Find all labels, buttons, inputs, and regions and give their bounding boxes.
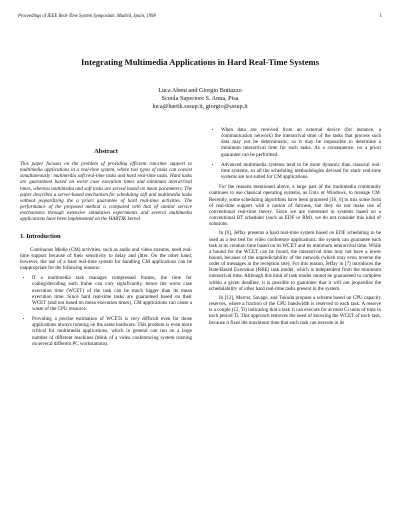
body-paragraph: For the reasons mentioned above, a large part of the multimedia community continues to use classical operating systems, as Unix or Windows, to manage CM. Recently, some scheduling algorithms have been proposed [16, 6] to mix some form of real-time support with a notion of fairness, but they do not make use of conventional real-time theory. Since we are interested in systems based on a conventional RT scheduler (such as EDF or RM), we do not consider this kind of solutions. (209, 184, 381, 228)
bullet-item: • Advanced multimedia systems tend to be more dynamic than classical real-time systems, so all the scheduling methodologies devised for static real-time systems are not suited for CM applications. (221, 162, 381, 180)
author-block (0, 87, 400, 111)
author-email: luca@hartik.sssup.it, giorgio@sssup.it (152, 103, 248, 110)
bullet-list (209, 127, 381, 180)
body-paragraph: In [12], Mercer, Savage, and Tokuda propose a scheme based on CPU capacity reserves, where a fraction of the CPU bandwidth is reserved to each task. A reserve is a couple (Ci, Ti) indicating that a task τi can execute for at most Ci units of time in each period Ti. This approach removes the need of knowing the WCET of each task, because it fixes the maximum time that each task can execute in its (209, 294, 381, 326)
paper-title: Integrating Multimedia Applications in Hard Real-Time Systems (80, 57, 320, 67)
author-affiliation: Scuola Superiore S. Anna, Pisa (161, 95, 239, 102)
running-head-text: Proceedings of IEEE Real-Time System Symposium, Madrid, Spain, 1998 (18, 14, 156, 19)
abstract-text: This paper focuses on the problem of providing efficient run-time support to multimedia applications in a real-time system, where two types of tasks can coexist simultaneously: multimedia soft real-time tasks and hard real-time tasks. Hard tasks are guaranteed based on worst case execution times and minimum interarrival times, whereas multimedia and soft tasks are served based on mean parameters. The paper describes a server-based mechanism for scheduling soft and multimedia tasks without jeopardizing the a priori guarantee of hard real-time activities. The performance of the proposed method is compared with that of similar service mechanisms through extensive simulation experiments and several multimedia applications have been implemented on the HARTIK kernel. (20, 161, 192, 223)
page-number: 1 (379, 14, 382, 19)
left-column (20, 148, 192, 351)
author-names: Luca Abeni and Giorgio Buttazzo (158, 87, 242, 94)
intro-paragraph: Continuous Media (CM) activities, such as audio and video streams, need real-time support because of their sensitivity to delay and jitter. On the other hand, however, the use of a hard real-time system for handling CM applications can be inappropriate for the following reasons: (20, 246, 192, 272)
body-paragraph: In [8], Jeffay presents a hard real-time system based on EDF scheduling to be used as a test bed for video conference applications: the system can guarantee each task at its creation time based on its WCET and its minimum interarrival time. While a bound for the WCET can be found, the interarrival time may not have a lower bound, because of the unpredictability of the network (which may even reverse the order of messages at the reception site). For this reason, Jeffay in [7] introduces the Rate-Based Execution (RBE) task model, which is independent from the minimum interarrival time. Although this kind of task model cannot be guaranteed to complete within a given deadline, it is possible to guarantee that it will not jeopardize the schedulability of other hard real-time tasks present in the system. (209, 230, 381, 292)
abstract-heading: Abstract (94, 148, 118, 155)
bullet-item: • Providing a precise estimation of WCETs is very difficult even for those applications always running on the same hardware. This problem is even more critical for multimedia applications, which in general can run on a large number of different machines (think of a video conferencing system running on several different PC workstations). (32, 316, 192, 347)
running-head (18, 14, 382, 20)
bullet-item: • If a multimedia task manages compressed frames, the time for coding/decoding each frame can vary significantly, hence the worst case execution time (WCET) of the task can be much bigger than its mean execution time. Since hard real-time tasks are guaranteed based on their WCET (and not based on mean execution times), CM applications can cause a waste of the CPU resource. (32, 275, 192, 312)
right-column (209, 127, 381, 326)
section-heading-introduction: 1. Introduction (20, 232, 61, 240)
bullet-item: • When data are received from an external device (for instance, a communication network) the interarrival time of the tasks that process such data may not be deterministic, so it may be impossible to determine a minimum interarrival time for such tasks. As a consequence, no a priori guarantee can be performed. (221, 127, 381, 158)
bullet-list (20, 275, 192, 347)
